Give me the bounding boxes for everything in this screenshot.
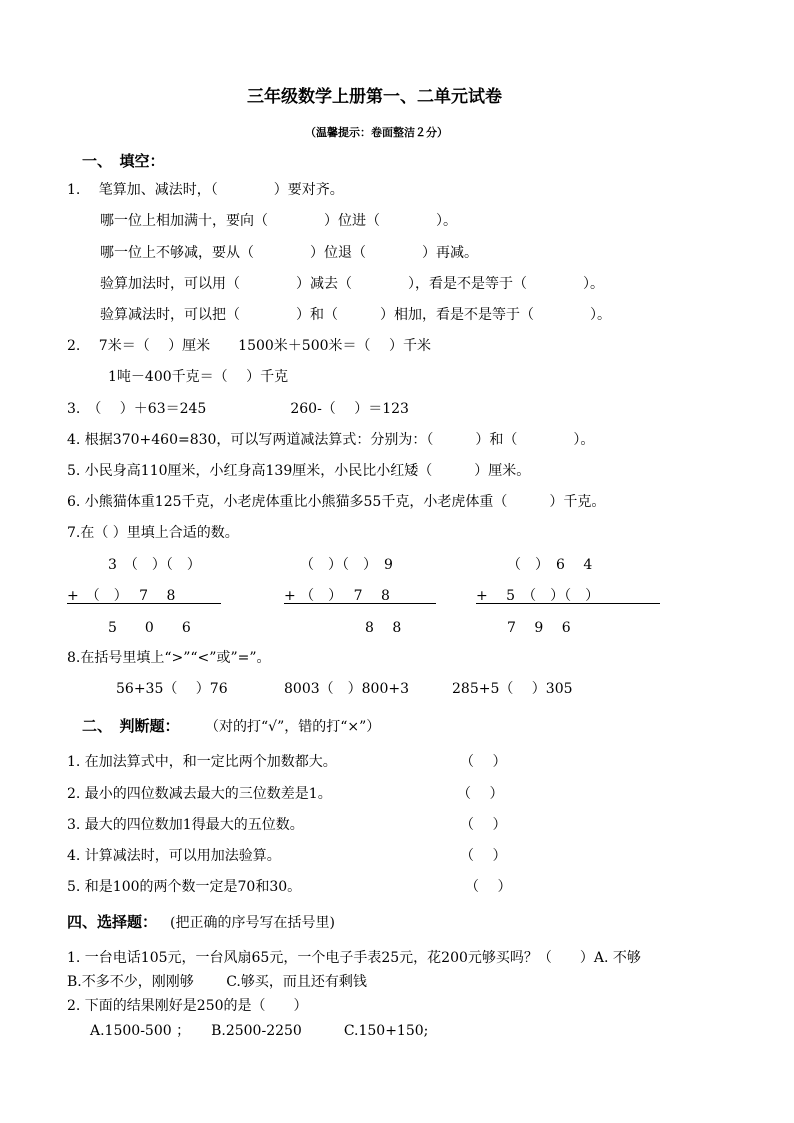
section-2-heading: 二、 判断题： [82, 717, 180, 735]
exam-title: 三年级数学上册第一、二单元试卷 [247, 87, 502, 107]
judge-item-5: 5. 和是100的两个数一定是70和30。 [67, 879, 302, 895]
section-4-heading: 四、选择题： [67, 913, 158, 931]
q7-label: 7.在（ ）里填上合适的数。 [67, 525, 239, 541]
q8-item-3: 285+5（ ）305 [452, 681, 573, 697]
section-4-note: (把正确的序号写在括号里) [170, 915, 335, 931]
q8-label: 8.在括号里填上“>”“<”或”=”。 [67, 650, 271, 666]
q5: 5. 小民身高110厘米，小红身高139厘米，小民比小红矮（ ）厘米。 [67, 463, 531, 479]
choice-line-2: B.不多不少，刚刚够 C.够买，而且还有剩钱 [67, 974, 367, 990]
section-2-note: （对的打“√”，错的打“×”） [205, 719, 381, 735]
q1-line-3: 哪一位上不够减，要从（ ）位退（ ）再减。 [100, 245, 478, 261]
q7-problem-2-mid: + （ ） 7 8 [284, 588, 390, 604]
q7-problem-3-rule [476, 603, 660, 604]
judge-blank-5: （ ） [465, 879, 512, 895]
q4: 4. 根据370+460=830，可以写两道减法算式：分别为：（ ）和（ ）。 [67, 432, 595, 448]
q7-problem-3-mid: + 5 （ ）（ ） [476, 588, 600, 604]
judge-item-1: 1. 在加法算式中，和一定比两个加数都大。 [67, 754, 337, 770]
judge-item-2: 2. 最小的四位数减去最大的三位数差是1。 [67, 786, 332, 802]
judge-item-4: 4. 计算减法时，可以用加法验算。 [67, 848, 281, 864]
choice-line-3: 2. 下面的结果刚好是250的是（ ） [67, 998, 308, 1014]
judge-blank-3: （ ） [460, 817, 507, 833]
q2-line-1: 2. 7米＝（ ）厘米 1500米＋500米＝（ ）千米 [67, 338, 431, 354]
q7-problem-2-bottom: 8 8 [365, 620, 402, 636]
q3: 3. （ ）＋63＝245 260-（ ）＝123 [67, 401, 409, 417]
q7-problem-2-top: （ ）（ ） 9 [300, 557, 393, 573]
q7-problem-1-rule [67, 603, 221, 604]
q7-problem-3-top: （ ） 6 4 [507, 557, 593, 573]
section-1-heading: 一、 填空： [82, 152, 165, 170]
choice-line-4: A.1500-500 ； B.2500-2250 C.150+150; [90, 1023, 429, 1039]
q8-item-2: 8003（ ）800+3 [284, 681, 409, 697]
judge-blank-2: （ ） [457, 786, 504, 802]
q7-problem-1-bottom: 5 0 6 [108, 620, 191, 636]
q1-line-2: 哪一位上相加满十，要向（ ）位进（ ）。 [100, 213, 457, 229]
q7-problem-3-bottom: 7 9 6 [507, 620, 571, 636]
judge-blank-4: （ ） [460, 848, 507, 864]
choice-line-1: 1. 一台电话105元，一台风扇65元，一个电子手表25元，花200元够买吗？（ ）A. 不够 [67, 950, 641, 966]
q8-item-1: 56+35（ ）76 [116, 681, 228, 697]
q7-problem-2-rule [284, 603, 436, 604]
q7-problem-1-top: 3 （ ）（ ） [108, 557, 201, 573]
q1-line-5: 验算减法时，可以把（ ）和（ ）相加，看是不是等于（ ）。 [100, 307, 611, 323]
exam-hint: （温馨提示：卷面整洁２分） [305, 126, 448, 139]
q1-line-1: 1. 笔算加、减法时，（ ）要对齐。 [67, 182, 344, 198]
q2-line-2: 1吨－400千克＝（ ）千克 [108, 369, 289, 385]
judge-item-3: 3. 最大的四位数加1得最大的五位数。 [67, 817, 304, 833]
q6: 6. 小熊猫体重125千克，小老虎体重比小熊猫多55千克，小老虎体重（ ）千克。 [67, 494, 606, 510]
q1-line-4: 验算加法时，可以用（ ）减去（ ），看是不是等于（ ）。 [100, 276, 604, 292]
q7-problem-1-mid: + （ ） 7 8 [67, 588, 176, 604]
judge-blank-1: （ ） [460, 754, 507, 770]
